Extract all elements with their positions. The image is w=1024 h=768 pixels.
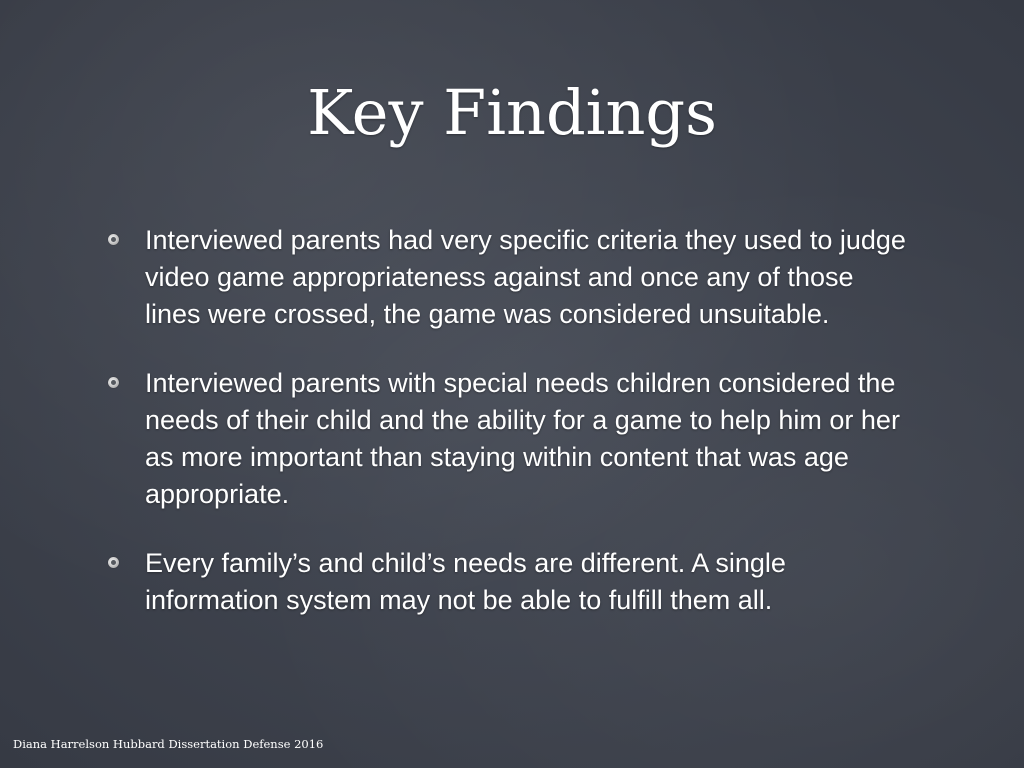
bullet-list <box>108 222 908 619</box>
bullet-text: Every family’s and child’s needs are different. A single information system may not be able to fulfill them all. <box>145 548 786 615</box>
bullet-item <box>108 545 908 619</box>
bullet-item <box>108 365 908 513</box>
slide-footer: Diana Harrelson Hubbard Dissertation Defense 2016 <box>13 737 324 751</box>
bullet-dot-icon <box>108 557 119 568</box>
slide-title: Key Findings <box>307 76 717 149</box>
bullet-dot-icon <box>108 377 119 388</box>
bullet-dot-icon <box>108 234 119 245</box>
bullet-text: Interviewed parents had very specific criteria they used to judge video game appropriateness against and once any of those lines were crossed, the game was considered unsuitable. <box>145 225 906 329</box>
bullet-text: Interviewed parents with special needs children considered the needs of their child and the ability for a game to help him or her as more important than staying within content that was age appropriate. <box>145 368 900 509</box>
bullet-item <box>108 222 908 333</box>
